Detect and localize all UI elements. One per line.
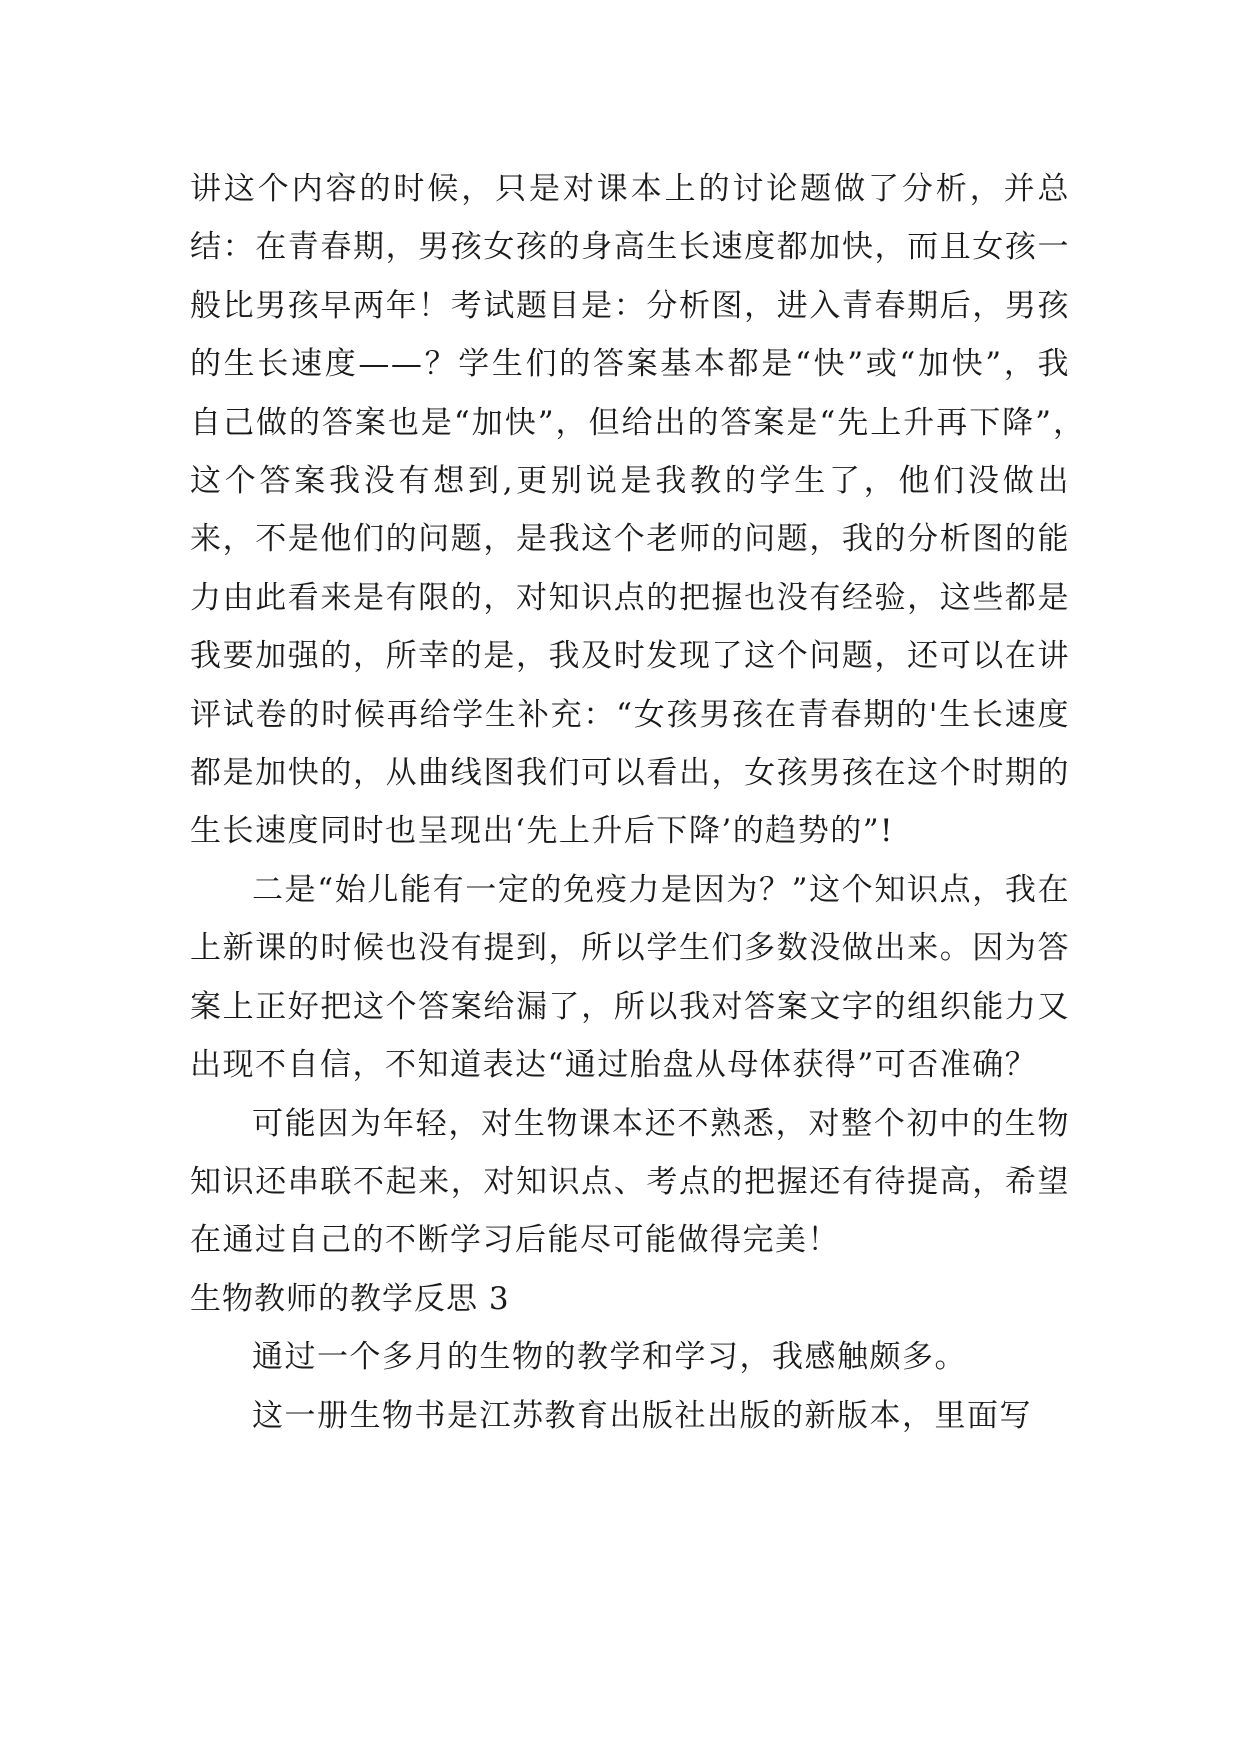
paragraph-2: 二是“始儿能有一定的免疫力是因为？”这个知识点，我在上新课的时候也没有提到，所以学生们多数没做出来。因为答案上正好把这个答案给漏了，所以我对答案文字的组织能力又出现不自信，不知道表达“通过胎盘从母体获得”可否准确？ xyxy=(190,871,1070,1084)
paragraph-5: 这一册生物书是江苏教育出版社出版的新版本，里面写 xyxy=(252,1397,1032,1434)
document-body xyxy=(190,160,1103,1445)
paragraph-4: 通过一个多月的生物的教学和学习，我感触颇多。 xyxy=(252,1339,967,1376)
paragraph-1: 讲这个内容的时候，只是对课本上的讨论题做了分析，并总结：在青春期，男孩女孩的身高生长速度都加快，而且女孩一般比男孩早两年！考试题目是：分析图，进入青春期后，男孩的生长速度——？学生们的答案基本都是“快”或“加快”，我自己做的答案也是“加快”，但给出的答案是“先上升再下降”， 这个答案我没有想到,更别说是我教的学生了，他们没做出来，不是他们的问题，是我这个老师的问题，我的分析图的能力由此看来是有限的，对知识点的把握也没有经验，这些都是我要加强的，所幸的是，我及时发现了这个问题，还可以在讲评试卷的时候再给学生补充：“女孩男孩在青春期的'生长速度都是加快的，从曲线图我们可以看出，女孩男孩在这个时期的生长速度同时也呈现出‘先上升后下降’的趋势的”! xyxy=(190,171,1103,850)
paragraph-3: 可能因为年轻，对生物课本还不熟悉，对整个初中的生物知识还串联不起来，对知识点、考点的把握还有待提高，希望在通过自己的不断学习后能尽可能做得完美！ xyxy=(190,1105,1070,1259)
section-heading: 生物教师的教学反思 3 xyxy=(190,1280,510,1317)
